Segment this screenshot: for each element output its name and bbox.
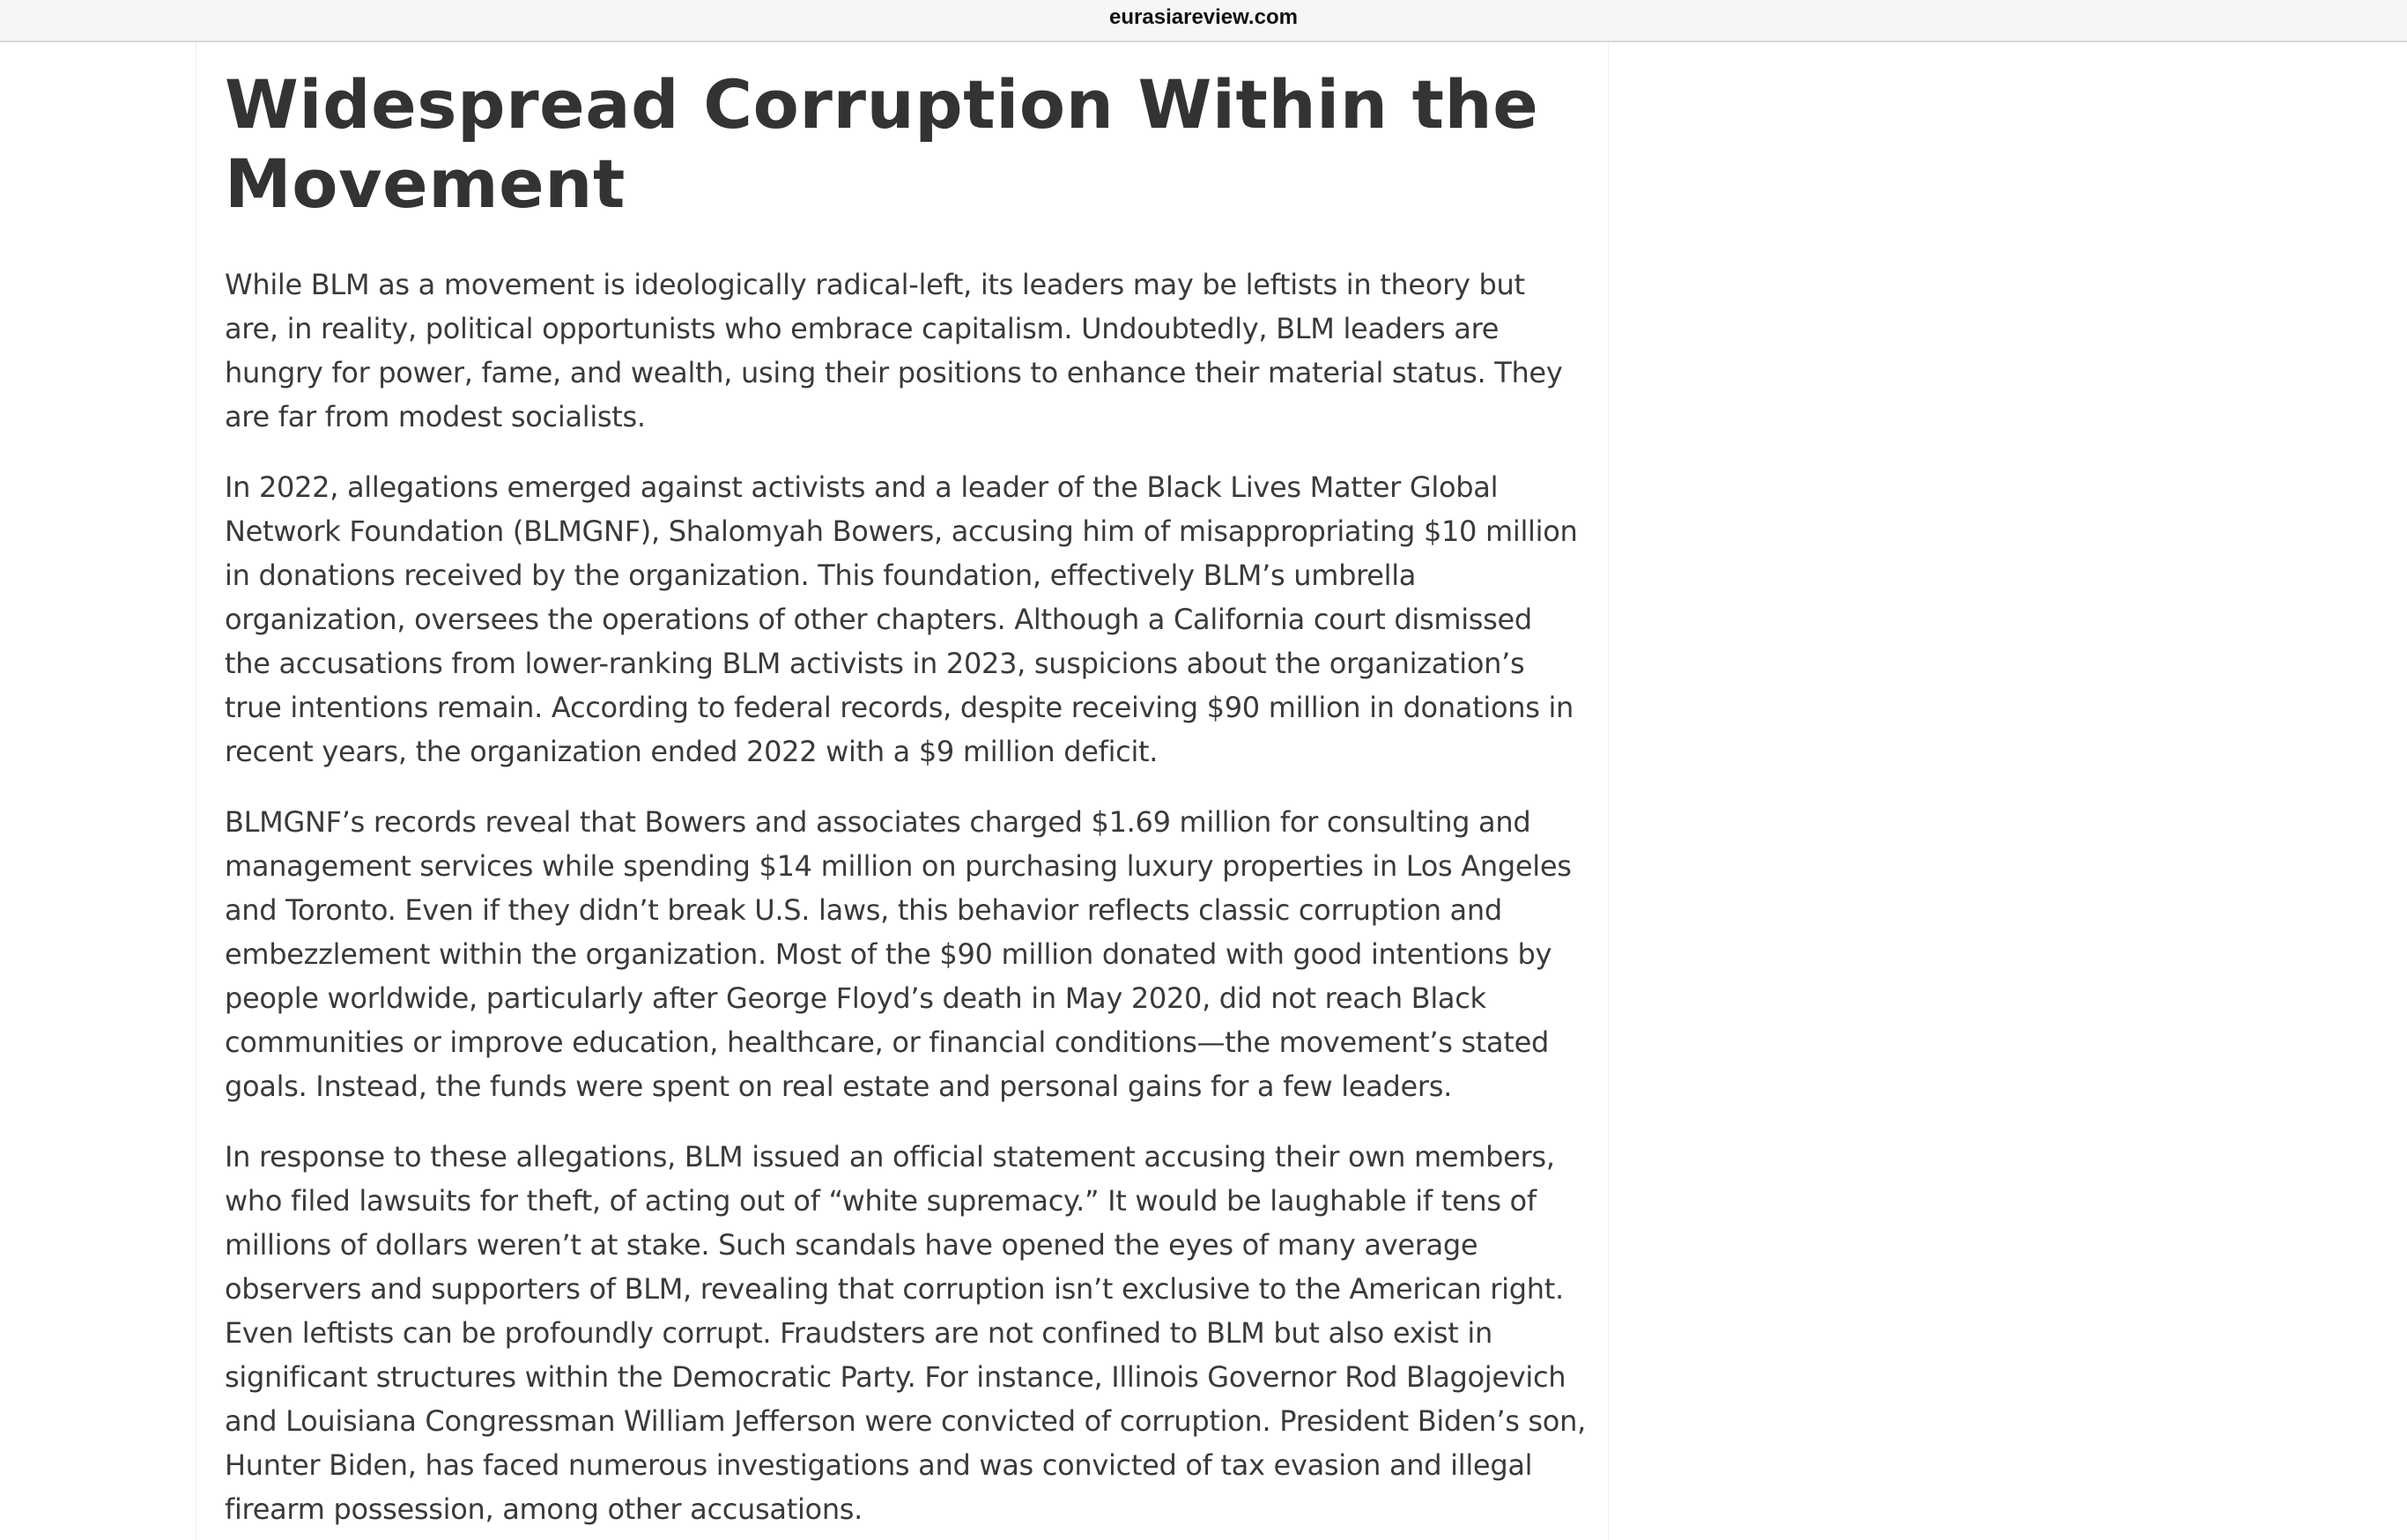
content-column: [196, 42, 1609, 1540]
article-paragraph: In response to these allegations, BLM issued an official statement accusing their own members, who filed lawsuits for theft, of acting out of “white supremacy.” It would be laughable if tens of millions of dollars weren’t at stake. Such scandals have opened the eyes of many average observers and supporters of BLM, revealing that corruption isn’t exclusive to the American right. Even leftists can be profoundly corrupt. Fraudsters are not confined to BLM but also exist in significant structures within the Democratic Party. For instance, Illinois Governor Rod Blagojevich and Louisiana Congressman William Jefferson were convicted of corruption. President Biden’s son, Hunter Biden, has faced numerous investigations and was convicted of tax evasion and illegal firearm possession, among other accusations.: [225, 1140, 1586, 1526]
article-paragraph: In 2022, allegations emerged against activists and a leader of the Black Lives Matter Global Network Foundation (BLMGNF), Shalomyah Bowers, accusing him of misappropriating $10 million in donations received by the organization. This foundation, effectively BLM’s umbrella organization, oversees the operations of other chapters. Although a California court dismissed the accusations from lower-ranking BLM activists in 2023, suspicions about the organization’s true intentions remain. According to federal records, despite receiving $90 million in donations in recent years, the organization ended 2022 with a $9 million deficit.: [225, 470, 1578, 768]
article-headline: Widespread Corruption Within the Movement: [225, 65, 1539, 223]
article-paragraph: BLMGNF’s records reveal that Bowers and associates charged $1.69 million for consulting and management services while spending $14 million on purchasing luxury properties in Los Angeles and Toronto. Even if they didn’t break U.S. laws, this behavior reflects classic corruption and embezzlement within the organization. Most of the $90 million donated with good intentions by people worldwide, particularly after George Floyd’s death in May 2020, did not reach Black communities or improve education, healthcare, or financial conditions—the movement’s stated goals. Instead, the funds were spent on real estate and personal gains for a few leaders.: [225, 805, 1572, 1103]
browser-address-bar: [0, 0, 2407, 42]
article-paragraph: While BLM as a movement is ideologically radical-left, its leaders may be leftists in theory but are, in reality, political opportunists who embrace capitalism. Undoubtedly, BLM leaders are hungry for power, fame, and wealth, using their positions to enhance their material status. They are far from modest socialists.: [225, 268, 1563, 433]
url-text[interactable]: eurasiareview.com: [1109, 5, 1298, 29]
article-body: [225, 65, 1586, 1531]
